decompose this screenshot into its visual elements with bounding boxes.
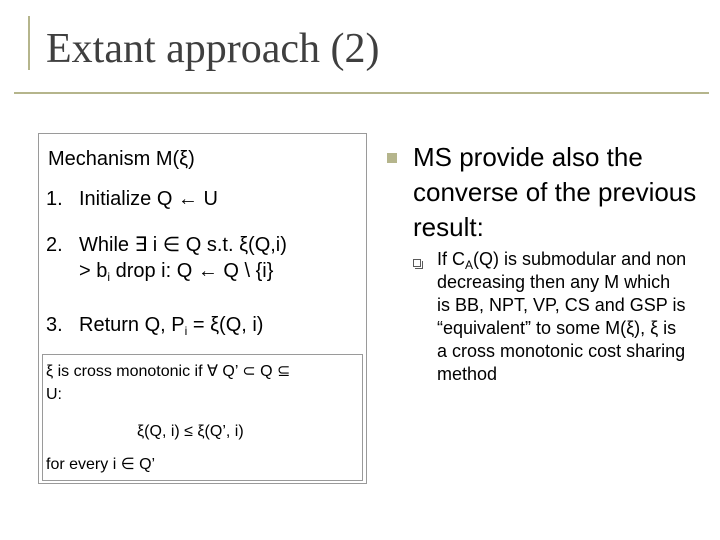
definition-line1: ξ is cross monotonic if ∀ Q’ ⊂ Q ⊆ <box>46 363 291 380</box>
title-underline <box>14 92 709 94</box>
step-text-subscript: i <box>184 324 188 338</box>
cross-monotonic-definition-box <box>42 354 363 481</box>
mechanism-heading: Mechanism M(ξ) <box>48 148 195 170</box>
title-accent-vertical-line <box>28 16 30 70</box>
bullet-square-icon <box>387 153 397 163</box>
step-text-line1: While ∃ i ∈ Q s.t. ξ(Q,i) <box>79 234 287 256</box>
slide-title: Extant approach (2) <box>46 26 380 72</box>
step-text-line2-pre: > b <box>79 260 108 282</box>
mechanism-box <box>38 133 367 484</box>
step-initialize <box>46 186 218 212</box>
step-while-loop <box>46 232 287 284</box>
sub-bullet-subscript: A <box>465 258 474 272</box>
step-text-pre: Return Q, P <box>79 314 185 336</box>
sub-bullet-text <box>437 248 687 386</box>
step-text-line2-post: drop i: Q ← Q \ {i} <box>110 260 274 282</box>
step-return <box>46 312 263 338</box>
step-number: 3. <box>46 314 63 336</box>
step-text-post: = ξ(Q, i) <box>187 314 264 336</box>
step-text-line2-subscript: i <box>107 270 111 284</box>
definition-quantifier: for every i ∈ Q’ <box>46 456 156 473</box>
definition-inequality: ξ(Q, i) ≤ ξ(Q’, i) <box>137 423 244 440</box>
sub-bullet-checkbox-icon <box>413 259 421 267</box>
step-number: 2. <box>46 234 63 256</box>
sub-bullet-text-pre: If C <box>437 249 466 269</box>
step-number: 1. <box>46 188 63 210</box>
step-text: Initialize Q ← U <box>79 188 218 210</box>
sub-bullet-text-post: (Q) is submodular and non decreasing then any M which is BB, NPT, VP, CS and GSP is “equivalent” to some M(ξ), ξ is a cross monotonic cost sharing method <box>437 249 687 384</box>
main-bullet-text: MS provide also the converse of the previous result: <box>413 142 697 242</box>
definition-line2: U: <box>46 386 62 403</box>
